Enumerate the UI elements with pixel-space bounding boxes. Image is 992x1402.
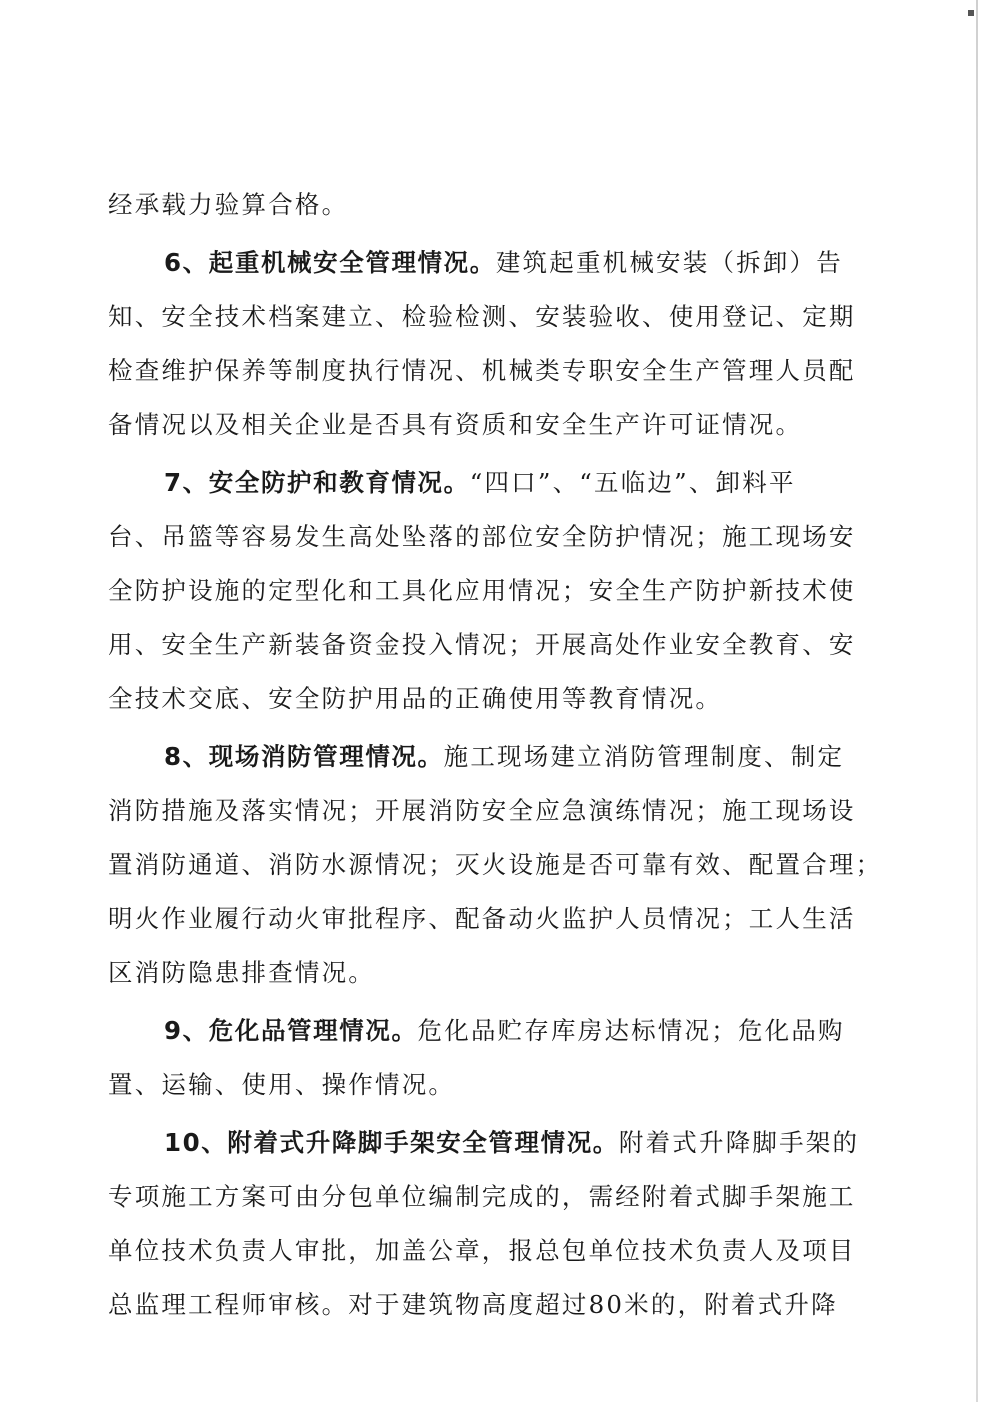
paragraph-line xyxy=(108,456,856,510)
paragraph-text: 明火作业履行动火审批程序、配备动火监护人员情况；工人生活 xyxy=(108,904,856,933)
paragraph-line xyxy=(108,236,856,290)
paragraph-text: 专项施工方案可由分包单位编制完成的，需经附着式脚手架施工 xyxy=(108,1182,856,1211)
paragraph-line xyxy=(108,1004,856,1058)
paragraph-line xyxy=(108,1278,856,1332)
section-heading: 6、起重机械安全管理情况。 xyxy=(164,248,496,277)
section-heading: 7、安全防护和教育情况。 xyxy=(164,468,470,497)
scan-mark xyxy=(968,10,974,16)
paragraph-line xyxy=(108,892,856,946)
paragraph-text: 全防护设施的定型化和工具化应用情况；安全生产防护新技术使 xyxy=(108,576,856,605)
section-heading: 8、现场消防管理情况。 xyxy=(164,742,444,771)
paragraph-text: 检查维护保养等制度执行情况、机械类专职安全生产管理人员配 xyxy=(108,356,856,385)
paragraph-line xyxy=(108,178,856,232)
paragraph-text: 危化品贮存库房达标情况；危化品购 xyxy=(417,1016,845,1045)
paragraph-text: “四口”、“五临边”、卸料平 xyxy=(469,468,796,497)
paragraph-text: 备情况以及相关企业是否具有资质和安全生产许可证情况。 xyxy=(108,410,803,439)
paragraph-line xyxy=(108,1058,856,1112)
paragraph-line xyxy=(108,290,856,344)
scan-edge xyxy=(976,0,978,1402)
paragraph-text: 消防措施及落实情况；开展消防安全应急演练情况；施工现场设 xyxy=(108,796,856,825)
paragraph-text: 附着式升降脚手架的 xyxy=(618,1128,860,1157)
paragraph-text: 区消防隐患排查情况。 xyxy=(108,958,375,987)
document-body xyxy=(108,178,883,1332)
paragraph-line xyxy=(108,510,856,564)
paragraph-line xyxy=(108,672,856,726)
paragraph-text: 建筑起重机械安装（拆卸）告 xyxy=(495,248,843,277)
paragraph-line xyxy=(108,618,856,672)
paragraph-text: 施工现场建立消防管理制度、制定 xyxy=(443,742,845,771)
paragraph-line xyxy=(108,398,856,452)
paragraph-text: 单位技术负责人审批，加盖公章，报总包单位技术负责人及项目 xyxy=(108,1236,856,1265)
paragraph-line xyxy=(108,838,883,892)
section-heading: 9、危化品管理情况。 xyxy=(164,1016,418,1045)
paragraph-text: 置、运输、使用、操作情况。 xyxy=(108,1070,456,1099)
paragraph-text: 全技术交底、安全防护用品的正确使用等教育情况。 xyxy=(108,684,723,713)
paragraph-line xyxy=(108,784,856,838)
paragraph-text: 经承载力验算合格。 xyxy=(108,190,349,219)
paragraph-text: 知、安全技术档案建立、检验检测、安装验收、使用登记、定期 xyxy=(108,302,856,331)
paragraph-line xyxy=(108,564,856,618)
section-heading: 10、附着式升降脚手架安全管理情况。 xyxy=(164,1128,619,1157)
paragraph-text: 用、安全生产新装备资金投入情况；开展高处作业安全教育、安 xyxy=(108,630,856,659)
paragraph-line xyxy=(108,1116,860,1170)
paragraph-text: 总监理工程师审核。对于建筑物高度超过80米的，附着式升降 xyxy=(108,1290,838,1319)
paragraph-line xyxy=(108,344,856,398)
paragraph-line xyxy=(108,730,856,784)
paragraph-line xyxy=(108,1170,856,1224)
paragraph-text: 台、吊篮等容易发生高处坠落的部位安全防护情况；施工现场安 xyxy=(108,522,856,551)
paragraph-line xyxy=(108,946,856,1000)
paragraph-line xyxy=(108,1224,856,1278)
paragraph-text: 置消防通道、消防水源情况；灭火设施是否可靠有效、配置合理； xyxy=(108,850,883,879)
